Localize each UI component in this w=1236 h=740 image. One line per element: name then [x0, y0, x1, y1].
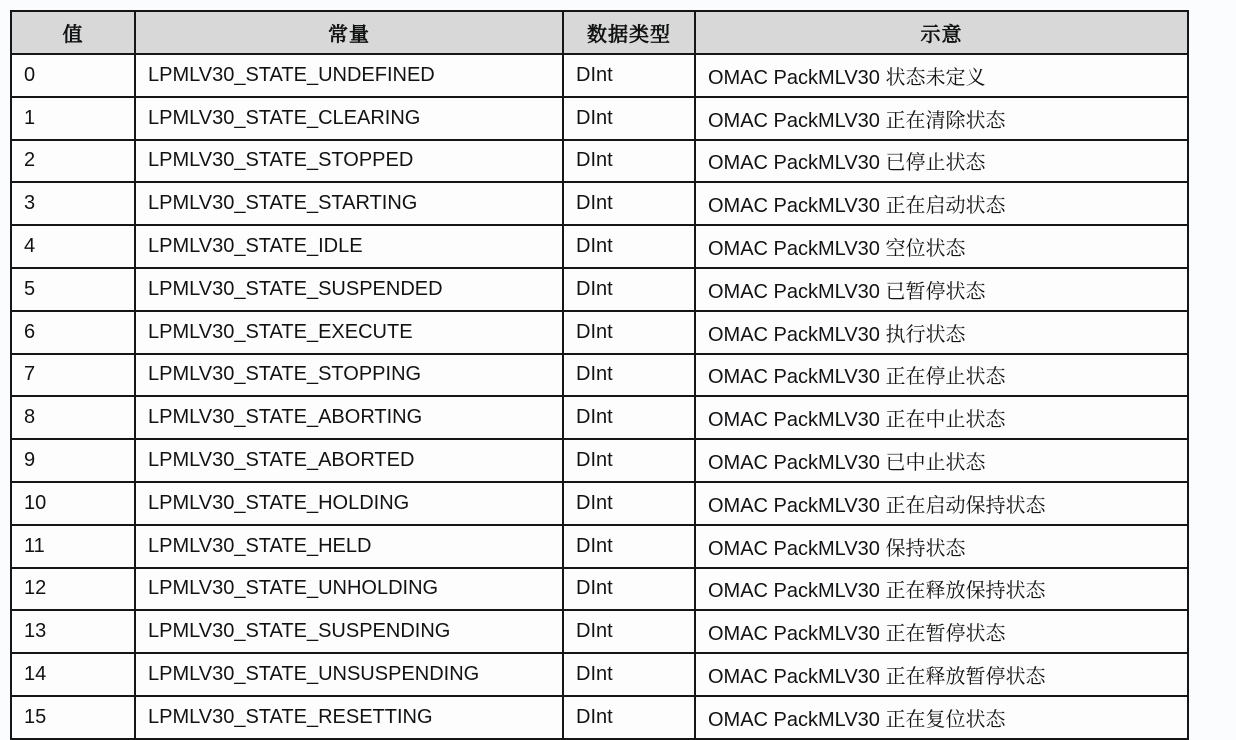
cell-constant: LPMLV30_STATE_UNSUSPENDING	[135, 653, 563, 696]
table-row	[11, 525, 1188, 568]
cell-description: OMAC PackMLV30 保持状态	[695, 525, 1188, 568]
cell-value: 11	[11, 525, 135, 568]
cell-description: OMAC PackMLV30 正在停止状态	[695, 354, 1188, 397]
cell-constant: LPMLV30_STATE_SUSPENDED	[135, 268, 563, 311]
cell-value: 12	[11, 568, 135, 611]
cell-value: 1	[11, 97, 135, 140]
table-row	[11, 268, 1188, 311]
cell-constant: LPMLV30_STATE_UNDEFINED	[135, 54, 563, 97]
cell-constant: LPMLV30_STATE_STARTING	[135, 182, 563, 225]
cell-description: OMAC PackMLV30 空位状态	[695, 225, 1188, 268]
header-constant: 常量	[135, 11, 563, 54]
cell-datatype: DInt	[563, 610, 695, 653]
cell-description: OMAC PackMLV30 正在启动状态	[695, 182, 1188, 225]
table-row	[11, 97, 1188, 140]
cell-constant: LPMLV30_STATE_RESETTING	[135, 696, 563, 739]
cell-description: OMAC PackMLV30 正在释放暂停状态	[695, 653, 1188, 696]
cell-constant: LPMLV30_STATE_HOLDING	[135, 482, 563, 525]
cell-value: 0	[11, 54, 135, 97]
cell-datatype: DInt	[563, 225, 695, 268]
cell-constant: LPMLV30_STATE_STOPPED	[135, 140, 563, 183]
header-row	[11, 11, 1188, 54]
cell-constant: LPMLV30_STATE_SUSPENDING	[135, 610, 563, 653]
cell-datatype: DInt	[563, 354, 695, 397]
cell-value: 13	[11, 610, 135, 653]
cell-datatype: DInt	[563, 568, 695, 611]
cell-description: OMAC PackMLV30 正在释放保持状态	[695, 568, 1188, 611]
table-row	[11, 610, 1188, 653]
cell-value: 5	[11, 268, 135, 311]
cell-constant: LPMLV30_STATE_EXECUTE	[135, 311, 563, 354]
header-value: 值	[11, 11, 135, 54]
cell-description: OMAC PackMLV30 正在中止状态	[695, 396, 1188, 439]
cell-value: 4	[11, 225, 135, 268]
cell-description: OMAC PackMLV30 正在暂停状态	[695, 610, 1188, 653]
cell-description: OMAC PackMLV30 执行状态	[695, 311, 1188, 354]
cell-value: 15	[11, 696, 135, 739]
cell-description: OMAC PackMLV30 正在启动保持状态	[695, 482, 1188, 525]
cell-value: 10	[11, 482, 135, 525]
cell-datatype: DInt	[563, 268, 695, 311]
cell-datatype: DInt	[563, 182, 695, 225]
table-row	[11, 568, 1188, 611]
table-row	[11, 439, 1188, 482]
cell-datatype: DInt	[563, 140, 695, 183]
cell-value: 2	[11, 140, 135, 183]
cell-value: 8	[11, 396, 135, 439]
table-row	[11, 311, 1188, 354]
table-row	[11, 225, 1188, 268]
table-row	[11, 182, 1188, 225]
cell-value: 3	[11, 182, 135, 225]
cell-datatype: DInt	[563, 396, 695, 439]
cell-datatype: DInt	[563, 439, 695, 482]
cell-datatype: DInt	[563, 54, 695, 97]
cell-constant: LPMLV30_STATE_IDLE	[135, 225, 563, 268]
cell-constant: LPMLV30_STATE_CLEARING	[135, 97, 563, 140]
cell-constant: LPMLV30_STATE_ABORTED	[135, 439, 563, 482]
cell-description: OMAC PackMLV30 正在清除状态	[695, 97, 1188, 140]
cell-datatype: DInt	[563, 311, 695, 354]
table-row	[11, 396, 1188, 439]
cell-description: OMAC PackMLV30 已中止状态	[695, 439, 1188, 482]
table-row	[11, 653, 1188, 696]
cell-description: OMAC PackMLV30 状态未定义	[695, 54, 1188, 97]
table-row	[11, 482, 1188, 525]
state-constants-table	[10, 10, 1189, 740]
table-header	[11, 11, 1188, 54]
cell-constant: LPMLV30_STATE_HELD	[135, 525, 563, 568]
cell-datatype: DInt	[563, 525, 695, 568]
table-row	[11, 54, 1188, 97]
cell-value: 6	[11, 311, 135, 354]
cell-description: OMAC PackMLV30 已暂停状态	[695, 268, 1188, 311]
table-row	[11, 696, 1188, 739]
cell-datatype: DInt	[563, 696, 695, 739]
header-datatype: 数据类型	[563, 11, 695, 54]
cell-value: 14	[11, 653, 135, 696]
cell-constant: LPMLV30_STATE_UNHOLDING	[135, 568, 563, 611]
cell-datatype: DInt	[563, 97, 695, 140]
cell-value: 7	[11, 354, 135, 397]
table-row	[11, 354, 1188, 397]
cell-value: 9	[11, 439, 135, 482]
cell-constant: LPMLV30_STATE_ABORTING	[135, 396, 563, 439]
cell-description: OMAC PackMLV30 已停止状态	[695, 140, 1188, 183]
cell-description: OMAC PackMLV30 正在复位状态	[695, 696, 1188, 739]
state-table-body	[11, 54, 1188, 739]
cell-datatype: DInt	[563, 653, 695, 696]
header-description: 示意	[695, 11, 1188, 54]
table-row	[11, 140, 1188, 183]
cell-datatype: DInt	[563, 482, 695, 525]
cell-constant: LPMLV30_STATE_STOPPING	[135, 354, 563, 397]
